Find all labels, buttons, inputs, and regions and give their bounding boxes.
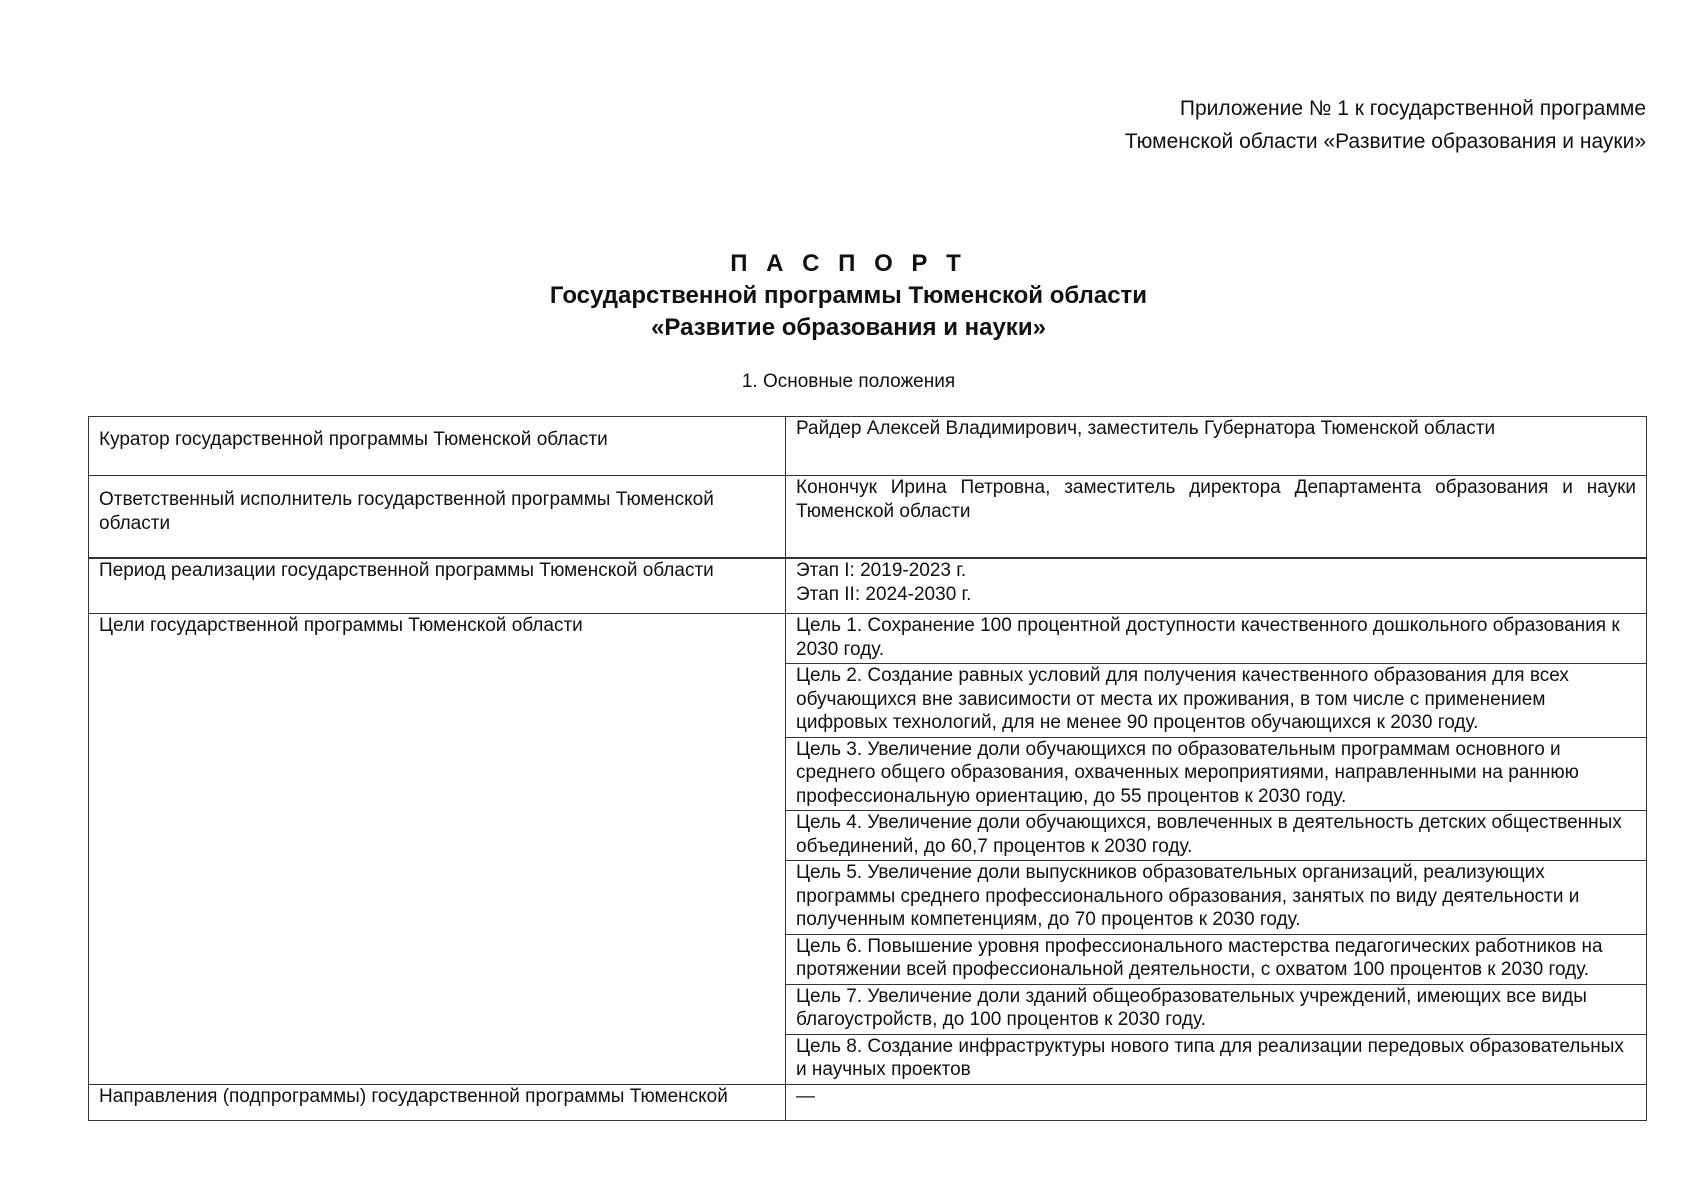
- period-stage-1: Этап I: 2019-2023 г.: [796, 560, 967, 581]
- table-row-responsible: [89, 476, 1647, 558]
- appendix-note: [1125, 92, 1646, 158]
- directions-label: Направления (подпрограммы) государственной программы Тюменской: [89, 1084, 786, 1120]
- goal-8: Цель 8. Создание инфраструктуры нового типа для реализации передовых образовательных и научных проектов: [786, 1034, 1647, 1084]
- period-label: Период реализации государственной программы Тюменской области: [89, 559, 786, 614]
- title-program: Государственной программы Тюменской области: [549, 282, 1148, 309]
- main-provisions-table: [88, 416, 1647, 558]
- goal-4: Цель 4. Увеличение доли обучающихся, вовлеченных в деятельность детских общественных объединений, до 60,7 процентов к 2030 году.: [786, 811, 1647, 861]
- appendix-line-1: Приложение № 1 к государственной программе: [1179, 97, 1646, 120]
- responsible-value: Конончук Ирина Петровна, заместитель директора Департамента образования и науки Тюменской области: [786, 476, 1647, 558]
- period-stage-2: Этап II: 2024-2030 г.: [796, 583, 972, 605]
- goal-2: Цель 2. Создание равных условий для получения качественного образования для всех обучающихся вне зависимости от места их проживания, в том числе с применением цифровых технологий, для не менее 90 процентов обучающихся к 2030 году.: [786, 664, 1647, 738]
- section-heading: 1. Основные положения: [741, 371, 956, 392]
- title-program-name: «Развитие образования и науки»: [651, 314, 1046, 341]
- program-details-table: [88, 558, 1647, 1121]
- document-title: [0, 248, 1697, 344]
- table-row-directions: [89, 1084, 1647, 1120]
- responsible-label: Ответственный исполнитель государственной программы Тюменской области: [89, 476, 786, 558]
- curator-label: Куратор государственной программы Тюменской области: [89, 417, 786, 476]
- appendix-line-2: Тюменской области «Развитие образования и науки»: [1124, 130, 1646, 153]
- curator-value: Райдер Алексей Владимирович, заместитель Губернатора Тюменской области: [786, 417, 1647, 476]
- goal-5: Цель 5. Увеличение доли выпускников образовательных организаций, реализующих программы среднего профессионального образования, занятых по виду деятельности и полученным компетенциям, до 70 процентов к 2030 году.: [786, 861, 1647, 935]
- goal-6: Цель 6. Повышение уровня профессионального мастерства педагогических работников на протяжении всей профессиональной деятельности, с охватом 100 процентов к 2030 году.: [786, 934, 1647, 984]
- table-row-period: [89, 559, 1647, 614]
- directions-value: —: [786, 1084, 1647, 1120]
- table-row-curator: [89, 417, 1647, 476]
- goal-3: Цель 3. Увеличение доли обучающихся по образовательным программам основного и среднего общего образования, охваченных мероприятиями, направленными на раннюю профессиональную ориентацию, до 55 процентов к 2030 году.: [786, 737, 1647, 811]
- table-row-goal: [89, 614, 1647, 664]
- goal-7: Цель 7. Увеличение доли зданий общеобразовательных учреждений, имеющих все виды благоустройств, до 100 процентов к 2030 году.: [786, 984, 1647, 1034]
- goal-1: Цель 1. Сохранение 100 процентной доступности качественного дошкольного образования к 2030 году.: [786, 614, 1647, 664]
- goals-label: Цели государственной программы Тюменской области: [89, 614, 786, 1085]
- period-value: [786, 559, 1647, 614]
- title-passport: П А С П О Р Т: [730, 250, 967, 277]
